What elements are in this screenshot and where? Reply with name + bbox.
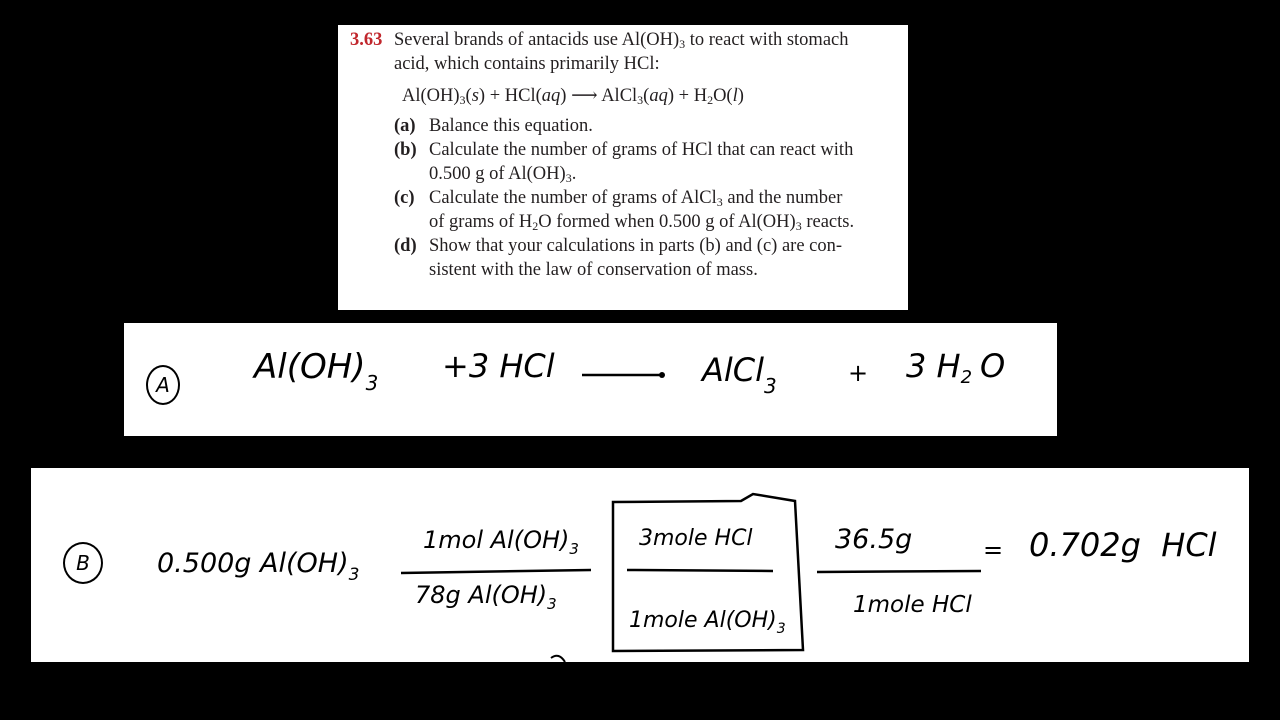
- problem-stem-line-1: Several brands of antacids use $Al(OH)_3$ to react with stomach: [394, 30, 849, 51]
- handwritten-part-a: [124, 323, 1057, 436]
- factor-1-numerator: 1mol $Al(OH)_3$: [423, 526, 579, 558]
- part-b-marker: B: [63, 542, 103, 584]
- plus-sign: +: [848, 359, 869, 387]
- part-b-text-line-1: Calculate the number of grams of HCl that can react with: [429, 140, 854, 160]
- factor-3-numerator: 36.5g: [835, 524, 913, 555]
- part-d-letter: (d): [394, 236, 417, 256]
- part-d-text-line-2: sistent with the law of conservation of mass.: [429, 260, 758, 280]
- factor-3-denominator: 1mole HCl: [853, 592, 972, 618]
- factor-2-numerator: 3mole HCl: [639, 526, 753, 551]
- part-b-letter: (b): [394, 140, 417, 160]
- part-a-letter: (a): [394, 116, 416, 136]
- result-hcl-mass: 0.702g HCl: [1029, 526, 1217, 564]
- equals-sign: =: [983, 536, 1004, 564]
- part-c-text-line-1: Calculate the number of grams of AlCl$_3$ and the number: [429, 188, 843, 209]
- given-mass: 0.500g $Al(OH)_3$: [157, 548, 360, 585]
- problem-statement: [338, 25, 908, 310]
- part-d-text-line-1: Show that your calculations in parts (b) and (c) are con-: [429, 236, 843, 256]
- handwritten-part-b: [31, 468, 1249, 662]
- part-c-text-line-2: of grams of $H_2O$ formed when 0.500 g of $Al(OH)_3$ reacts.: [429, 212, 855, 233]
- product-aluminum-chloride: AlCl$_3$: [702, 351, 777, 398]
- reactant-hcl: +3 HCl: [442, 347, 555, 385]
- part-b-text-line-2: 0.500 g of $Al(OH)_3$.: [429, 164, 577, 185]
- reactant-aluminum-hydroxide: $Al(OH)_3$: [254, 347, 379, 395]
- factor-2-denominator: 1mole $Al(OH)_3$: [629, 608, 786, 637]
- unbalanced-equation: $Al(OH)_3(s) + HCl(aq)$ ⟶ AlCl$_3$(aq) + $H_2O(l)$: [402, 86, 744, 107]
- problem-stem-line-2: acid, which contains primarily HCl:: [394, 54, 660, 74]
- part-a-marker: A: [146, 365, 180, 405]
- product-water: 3 $H_2$ O: [906, 347, 1006, 388]
- part-a-text: Balance this equation.: [429, 116, 593, 136]
- fraction-lines-and-box: [31, 468, 1249, 662]
- problem-number: 3.63: [350, 30, 383, 50]
- factor-1-denominator: 78g $Al(OH)_3$: [415, 581, 557, 613]
- part-c-letter: (c): [394, 188, 415, 208]
